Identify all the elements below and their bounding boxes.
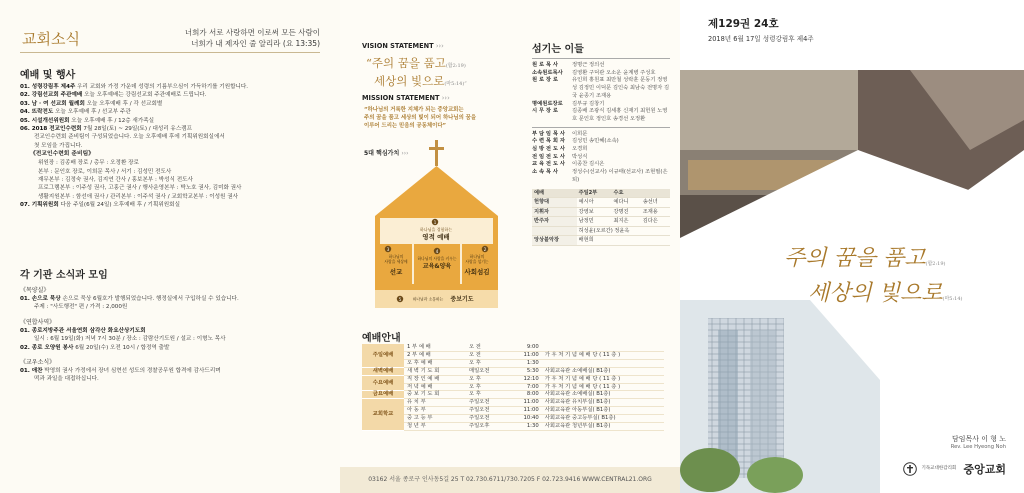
worship-category: 주일예배	[362, 344, 404, 367]
table-cell: 허성윤(오르간) 정윤옥	[577, 226, 670, 236]
worship-place: 사회교육관 중고등부실( B1층)	[542, 415, 664, 423]
denomination-name: 기독교대한감리회	[921, 466, 957, 472]
servers-title: 섬기는 이들	[532, 44, 584, 55]
worship-time: 1:30	[506, 423, 542, 431]
worship-name: 1 부 예 배	[404, 344, 466, 351]
worship-time: 1:30	[506, 359, 542, 367]
table-row	[362, 367, 664, 375]
value-caption: 하나님과 소통하는	[412, 296, 444, 302]
table-cell: 강영보	[577, 207, 612, 217]
worship-period: 오 후	[466, 375, 506, 383]
server-row	[532, 62, 670, 70]
worship-place: 사회교육관 아동부실( B1층)	[542, 407, 664, 415]
list-item: 03. 남 · 여 선교회 월례회 오늘 오후예배 후 / 각 선교회별	[20, 100, 163, 107]
news-panel	[0, 0, 340, 493]
list-item: 01. 종로지방주관 서울연회 삼각산 화요산상기도회	[20, 327, 146, 334]
section-organization-news: 각 기관 소식과 모임	[20, 270, 108, 281]
table-row	[362, 391, 664, 399]
server-role: 원 로 장 로	[532, 77, 558, 84]
server-names: 이종찬 김시온	[572, 161, 605, 168]
table-row	[362, 344, 664, 351]
retreat-team-line: 위원장 : 김종배 장로 / 총무 : 오정환 장로	[38, 160, 139, 167]
worship-time: 10:40	[506, 415, 542, 423]
church-emblem-icon	[903, 462, 917, 476]
server-role: 수 련 목 회 자	[532, 138, 565, 145]
list-item: 02. 강림선교회 주관예배 오늘 오후예배는 강림선교회 주관예배로 드립니다.	[20, 92, 207, 99]
section-worship-events: 예배 및 행사	[20, 70, 76, 81]
worship-category: 수요예배	[362, 375, 404, 391]
value-number: 2	[483, 246, 487, 252]
worship-category: 금요예배	[362, 391, 404, 399]
column-header: 수요	[611, 189, 670, 198]
worship-name: 저 녁 예 배	[404, 383, 466, 391]
worship-name: 오 후 예 배	[404, 359, 466, 367]
worship-name: 유 치 부	[404, 399, 466, 407]
vision-label: VISION STATEMENT ›››	[362, 42, 444, 50]
core-values-label: 5대 핵심가치 ›››	[364, 150, 409, 157]
church-name: 중앙교회	[963, 463, 1006, 476]
worship-name: 중 보 기 도 회	[404, 391, 466, 399]
worship-time: 11:00	[506, 351, 542, 359]
news-title: 교회소식	[22, 30, 80, 48]
list-item: 01. 손으로 묵상 손으로 묵상 6월호가 발행되었습니다. 행정실에서 구입하실 수 있습니다.	[20, 296, 239, 302]
worship-name: 새 벽 기 도 회	[404, 367, 466, 375]
group-heading-joint-ministry: 《연합사역》	[20, 318, 56, 326]
server-role: 시 무 장 로	[532, 108, 558, 115]
server-names: 정성수(선교사) 이규태(선교사) 조현필(은퇴)	[572, 169, 668, 183]
table-cell: 김다은	[641, 217, 670, 227]
worship-place: 가 우 처 기 념 예 배 당 ( 11 층 )	[542, 375, 664, 383]
worship-time: 11:00	[506, 399, 542, 407]
server-role: 소속원로목사	[532, 69, 563, 76]
list-item-continued: 주제 : "사도행전" 편 / 가격 : 2,000원	[34, 304, 128, 311]
worship-time: 11:00	[506, 407, 542, 415]
group-heading-pastoral: 《목양실》	[20, 287, 50, 294]
table-row	[362, 399, 664, 407]
retreat-team-line: 재무본부 : 김정숙 권사, 김지연 간사 / 홍보본부 : 박성식 전도사	[38, 177, 193, 184]
server-role: 원 로 목 사	[532, 62, 558, 68]
group-heading-member-news: 《교우소식》	[20, 359, 56, 367]
worship-name: 아 동 부	[404, 407, 466, 415]
table-row	[532, 236, 670, 246]
senior-pastor	[951, 434, 1006, 450]
list-item: 01. 애찬 박영희 권사 가정에서 장녀 심현선 성도의 경찰공무원 합격에 감사드리며	[20, 368, 221, 375]
table-row	[532, 207, 670, 217]
list-item: 06. 2018 전교인수련회 7월 28일(토) ~ 29일(토) / 대성리 유스캠프	[20, 126, 193, 133]
list-item-continued: 첫 모임을 가집니다.	[34, 142, 83, 149]
table-header-row	[532, 189, 670, 198]
table-row	[362, 407, 664, 415]
header-verse	[185, 27, 320, 49]
server-row	[532, 108, 670, 123]
value-mission: 선교	[389, 268, 403, 276]
value-number: 4	[435, 248, 439, 254]
worship-place: 사회교육관 유치부실( B1층)	[542, 399, 664, 407]
value-intercessory-prayer: 중보기도	[450, 296, 474, 303]
list-item-continued: 전교인수련회 준비팀이 구성되었습니다. 오늘 오후예배 후에 기획위원회실에서	[34, 134, 225, 141]
list-item: 02. 종로 오양원 봉사 6월 20일(수) 오전 10시 / 합정역 출발	[20, 344, 170, 351]
table-cell: 송선녀	[641, 198, 670, 208]
worship-period: 주일오후	[466, 423, 506, 431]
duty-table	[532, 189, 670, 246]
value-caption: 사랑을 세상에	[384, 259, 408, 264]
server-names: 정명근 정의선	[572, 62, 605, 68]
table-cell: 강명진	[611, 207, 640, 217]
value-caption: 사랑을 섬기는	[465, 259, 489, 264]
list-item: 05. 시설개선위원회 오늘 오후예배 후 / 12층 새가족실	[20, 117, 155, 124]
mission-label: MISSION STATEMENT ›››	[362, 94, 450, 102]
server-role: 소 속 목 사	[532, 169, 558, 176]
table-cell: 반주자	[532, 217, 577, 227]
pastor-name-english: Rev. Lee Hyeong Noh	[950, 444, 1006, 450]
verse-line-2: 너희가 내 제자인 줄 알리라 (요 13:35)	[191, 39, 320, 48]
worship-place: 사회교육관 청년부실( B1층)	[542, 423, 664, 431]
server-names: 김부규 김창기	[572, 100, 605, 107]
cover-panel	[680, 0, 1024, 493]
value-education: 교육&양육	[422, 263, 452, 270]
worship-name: 2 부 예 배	[404, 351, 466, 359]
table-cell: 조재용	[641, 207, 670, 217]
worship-time: 5:30	[506, 367, 542, 375]
server-row	[532, 161, 670, 169]
worship-place: 사회교육관 소예배실( B1층)	[542, 391, 664, 399]
cover-slogan: 주의 꿈을 품고(합2:19) 세상의 빛으로(마5:14)	[784, 246, 963, 306]
worship-time: 8:00	[506, 391, 542, 399]
server-row	[532, 146, 670, 154]
server-role: 교 육 전 도 사	[532, 161, 565, 168]
retreat-team-line: 프로그램본부 : 이주성 권사, 고홍근 권사 / 행사운영본부 : 박노호 권사, 김미화 권사	[38, 185, 242, 192]
table-row	[532, 217, 670, 227]
value-social-service: 사회섬김	[464, 268, 490, 276]
worship-place	[542, 344, 664, 351]
cross-icon	[435, 140, 438, 166]
retreat-team-line: 본부 : 문인호 장로, 이희문 목사 / 서기 : 김성민 전도사	[38, 168, 172, 175]
worship-name: 직 장 인 예 배	[404, 375, 466, 383]
mission-statement: “하나님의 거룩한 지체가 되는 중앙교회는 주의 꿈을 품고 세상의 빛이 되어 하나님의 꿈을 이루어 드리는 믿음의 공동체이다”	[364, 107, 477, 129]
list-item-continued: 일시 : 6월 19일(화) 저녁 7시 30분 / 장소 : 감람산기도원 / 설교 : 이형노 목사	[34, 336, 226, 343]
issue-number: 제129권 24호	[708, 18, 779, 30]
list-item: 01. 성령강림후 제4주 우리 교회와 가정 가운데 성령의 기름부으심이 가득하기를 기원합니다.	[20, 84, 249, 90]
worship-place	[542, 359, 664, 367]
table-cell: 최지은	[611, 217, 640, 227]
table-row	[362, 375, 664, 383]
table-row	[362, 351, 664, 359]
worship-place: 사회교육관 소예배실( B1층)	[542, 367, 664, 375]
table-cell: 예다니	[611, 198, 640, 208]
server-names: 김종배 조광식 김세홍 신재기 최헌원 노영호 문인호 정인호 송경선 오정환	[572, 108, 668, 122]
value-spiritual-worship: 영적 예배	[422, 233, 450, 241]
pastor-name: 담임목사 이 형 노	[951, 435, 1006, 443]
worship-period: 오 전	[466, 351, 506, 359]
worship-guide-title: 예배안내	[362, 333, 401, 344]
worship-period: 주일오전	[466, 415, 506, 423]
table-cell: 지휘자	[532, 207, 577, 217]
list-item: 07. 기획위원회 다음 주일(6월 24일) 오후예배 후 / 기획위원회실	[20, 202, 180, 209]
server-role: 명예원로장로	[532, 100, 563, 107]
worship-time: 9:00	[506, 344, 542, 351]
value-number: 3	[386, 246, 390, 252]
worship-period: 오 후	[466, 359, 506, 367]
table-row	[362, 359, 664, 367]
worship-period: 주일오전	[466, 399, 506, 407]
list-item-continued: 떡과 과일을 대접하십니다.	[34, 376, 99, 383]
server-names: 김성민 송민혜(소속)	[572, 138, 619, 145]
table-cell: 예시아	[577, 198, 612, 208]
server-names: 박성식	[572, 153, 588, 160]
server-role: 심 방 전 도 사	[532, 146, 565, 153]
value-caption: 하나님의	[469, 254, 485, 259]
worship-name: 청 년 부	[404, 423, 466, 431]
worship-name: 중 고 등 부	[404, 415, 466, 423]
table-row	[362, 383, 664, 391]
server-role: 전 임 전 도 사	[532, 153, 565, 160]
worship-schedule-table	[362, 344, 664, 431]
worship-events-list	[20, 83, 318, 210]
server-names: 김영환 구덕관 오소운 윤계병 주성호	[572, 69, 656, 76]
worship-period: 오 후	[466, 391, 506, 399]
church-logo	[903, 461, 1006, 477]
house-roof	[375, 166, 498, 216]
worship-period: 오 후	[466, 383, 506, 391]
worship-time: 7:00	[506, 383, 542, 391]
servers-list-elders	[532, 62, 670, 124]
table-cell: 배현희	[577, 236, 670, 246]
value-caption: 하나님의	[388, 254, 404, 259]
column-header: 주일2부	[577, 189, 612, 198]
server-row	[532, 169, 670, 184]
column-header: 예배	[532, 189, 577, 198]
server-row	[532, 138, 670, 146]
issue-date: 2018년 6월 17일 성령강림후 제4주	[708, 35, 814, 43]
retreat-team-heading: 《전교인수련회 준비팀》	[30, 151, 95, 158]
value-number: 5	[398, 296, 402, 302]
servers-section	[532, 40, 670, 246]
list-item: 04. 뜨락전도 오늘 오후예배 후 / 선교부 주관	[20, 109, 131, 116]
vision-worship-panel	[340, 0, 680, 493]
title-divider	[20, 52, 320, 53]
server-role: 부 담 임 목 사	[532, 130, 565, 137]
worship-place: 가 우 처 기 념 예 배 당 ( 11 층 )	[542, 383, 664, 391]
worship-place: 가 우 처 기 념 예 배 당 ( 11 층 )	[542, 351, 664, 359]
worship-category: 새벽예배	[362, 367, 404, 375]
table-row	[532, 226, 670, 236]
value-number: 1	[433, 219, 437, 225]
worship-period: 매일오전	[466, 367, 506, 375]
servers-list-staff	[532, 131, 670, 185]
worship-category: 교회학교	[362, 399, 404, 431]
table-cell: 헌향대	[532, 198, 577, 208]
value-caption: 하나님의 사랑을 키우는	[417, 256, 457, 261]
worship-period: 주일오전	[466, 407, 506, 415]
server-row	[532, 77, 670, 100]
retreat-team-line: 생활지원본부 : 함선애 권사 / 관리본부 : 이주석 권사 / 교회학교본부 : 이성원 권사	[38, 193, 239, 200]
table-row	[362, 415, 664, 423]
core-values-house	[370, 138, 520, 313]
organization-news-list	[20, 283, 318, 384]
worship-period: 오 전	[466, 344, 506, 351]
server-names: 유인희 홍원표 최만철 성락훈 문동기 정영성 김정민 이덕문 김인숙 최남숙 전명자 김 국 윤종기 조재용	[572, 77, 670, 99]
server-names: 이희문	[572, 130, 588, 137]
verse-line-1: 너희가 서로 사랑하면 이로써 모든 사람이	[184, 28, 320, 37]
vision-statement: “주의 꿈을 품고(합2:19) 세상의 빛으로(마5:14)”	[366, 56, 467, 88]
table-row	[532, 198, 670, 208]
table-cell: 앙상블악장	[532, 236, 577, 246]
value-caption: 하나님을 경험하는	[419, 227, 453, 232]
server-names: 오경희	[572, 146, 588, 153]
table-cell: 남정민	[577, 217, 612, 227]
table-row	[362, 423, 664, 431]
worship-time: 12:10	[506, 375, 542, 383]
contact-footer: 03162 서울 종로구 인사동5길 25 T 02.730.6711/730.7205 F 02.723.9416 WWW.CENTRAL21.ORG	[340, 467, 680, 493]
